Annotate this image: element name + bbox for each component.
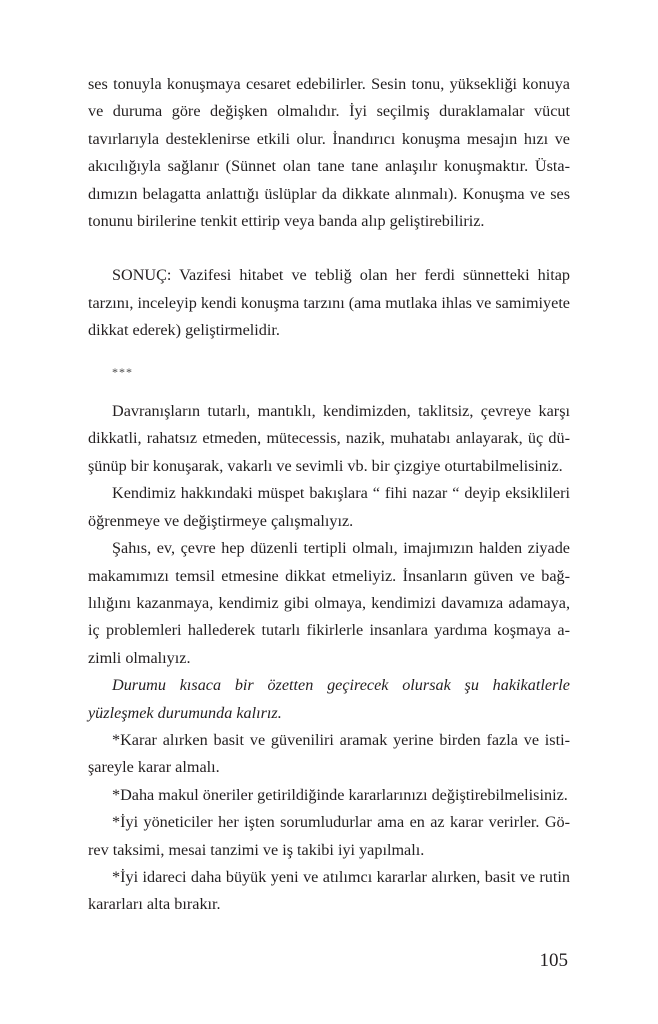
- list-item-good-administrator: *İyi idareci daha büyük yeni ve atılımcı kararlar alırken, basit ve rutin kararları alta bırakır.: [88, 867, 570, 914]
- paragraph-summary-intro: Durumu kısaca bir özetten geçirecek olursak şu hakikatlerle yüzleşmek durumunda kalırız.: [88, 676, 570, 722]
- paragraph-behaviour: Davranışların tutarlı, mantıklı, kendimizden, taklitsiz, çevreye karşı dikkatli, rahatsız etmeden, mütecessis, nazik, muhatabı anlayarak, üç düşünüp bir konuşarak, vakarlı ve sevimli vb. bir çizgiye oturtabilmelisiniz.: [88, 402, 570, 475]
- paragraph-conclusion: SONUÇ: Vazifesi hitabet ve tebliğ olan her ferdi sünnetteki hitap tarzını, inceleyip kendi konuşma tarzını (ama mutlaka ihlas ve samimiyete dikkat ederek) geliştirmelidir.: [88, 266, 570, 340]
- paragraph-voice-tone: ses tonuyla konuşmaya cesaret edebilirler. Sesin tonu, yüksekliği konuya ve duruma göre değişken olmalıdır. İyi seçilmiş duraklamalar vücut tavırlarıyla desteklenirse etkili olur. İnandırıcı konuşma mesajın hızı ve akıcılığıyla sağlanır (Sünnet olan tane tane anlaşılır konuşmaktır. Üstadımızın belagatta anlattığı üslüplar da dikkate alınmalı). Konuşma ve ses tonunu birilerine tenkit ettirip veya banda alıp geliştirebiliriz.: [88, 75, 570, 231]
- list-item-consultation: *Karar alırken basit ve güveniliri aramak yerine birden fazla ve istişareyle karar almalı.: [88, 730, 570, 777]
- list-item-reasonable-suggestions: *Daha makul öneriler getirildiğinde kararlarınızı değiştirebilmelisiniz.: [112, 785, 568, 804]
- page-number: 105: [539, 950, 568, 971]
- section-separator: ***: [112, 364, 133, 379]
- list-item-good-managers: *İyi yöneticiler her işten sorumludurlar ama en az karar verirler. Görev taksimi, mesai tanzimi ve iş takibi iyi yapılmalı.: [88, 813, 570, 859]
- paragraph-self-view: Kendimiz hakkındaki müspet bakışlara “ fihi nazar “ deyip eksiklileri öğrenmeye ve değiştirmeye çalışmalıyız.: [88, 484, 570, 530]
- paragraph-order: Şahıs, ev, çevre hep düzenli tertipli olmalı, imajımızın halden ziyade makamımızı temsil etmesine dikkat etmeliyiz. İnsanların güven ve bağlılığını kazanmaya, kendimiz gibi olmaya, kendimizi davamıza adamaya, iç problemleri hallederek tutarlı fikirlerle insanlara yardıma koşmaya azimli olmalıyız.: [88, 539, 570, 667]
- page-body: [88, 71, 570, 919]
